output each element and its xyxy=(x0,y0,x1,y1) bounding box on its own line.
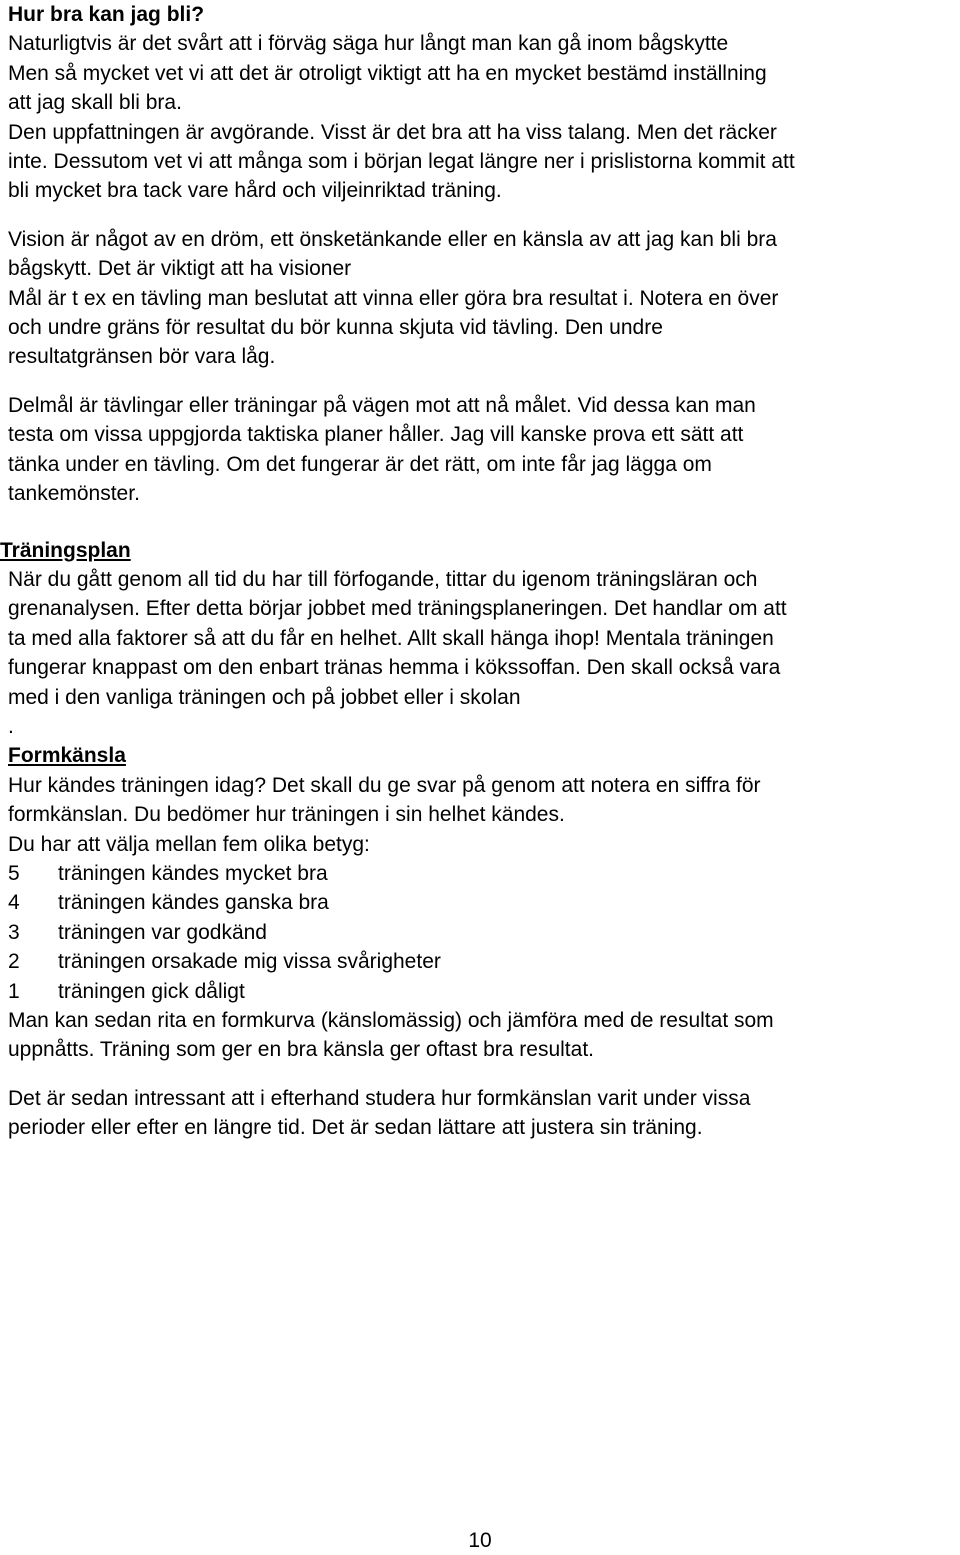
grade-text: träningen gick dåligt xyxy=(58,979,245,1003)
intro-line: inte. Dessutom vet vi att många som i början legat längre ner i prislistorna kommit att xyxy=(8,150,795,174)
formkansla-section xyxy=(8,741,960,1142)
traningsplan-line: . xyxy=(8,714,14,738)
formkansla-line: Hur kändes träningen idag? Det skall du ge svar på genom att notera en siffra för xyxy=(8,773,761,797)
heading-hur-bra-kan-jag-bli: Hur bra kan jag bli? xyxy=(8,3,205,26)
formkansla-after-line: Man kan sedan rita en formkurva (känslomässig) och jämföra med de resultat som xyxy=(8,1009,774,1032)
intro-line: Naturligtvis är det svårt att i förväg säga hur långt man kan gå inom bågskytte xyxy=(8,32,729,56)
grade-list xyxy=(8,859,960,1006)
intro-paragraph xyxy=(8,29,960,205)
traningsplan-line: med i den vanliga träningen och på jobbet eller i skolan xyxy=(8,685,521,709)
vision-line: Vision är något av en dröm, ett önsketänkande eller en känsla av att jag kan bli bra xyxy=(8,227,777,251)
grade-item xyxy=(8,918,960,947)
vision-line: Mål är t ex en tävling man beslutat att vinna eller göra bra resultat i. Notera en över xyxy=(8,286,779,310)
grade-item xyxy=(8,947,960,976)
delmal-line: tankemönster. xyxy=(8,482,140,506)
formkansla-closing-line: perioder eller efter en längre tid. Det är sedan lättare att justera sin träning. xyxy=(8,1116,703,1140)
grade-item xyxy=(8,859,960,888)
intro-line: Men så mycket vet vi att det är otroligt viktigt att ha en mycket bestämd inställning xyxy=(8,61,767,85)
grade-text: träningen orsakade mig vissa svårigheter xyxy=(58,950,441,974)
formkansla-line: formkänslan. Du bedömer hur träningen i sin helhet kändes. xyxy=(8,803,565,827)
grade-text: träningen kändes mycket bra xyxy=(58,861,328,885)
grade-number: 3 xyxy=(8,920,20,944)
traningsplan-line: grenanalysen. Efter detta börjar jobbet med träningsplaneringen. Det handlar om att xyxy=(8,597,787,621)
grade-item xyxy=(8,888,960,917)
formkansla-heading: Formkänsla xyxy=(8,744,126,768)
intro-line: bli mycket bra tack vare hård och viljeinriktad träning. xyxy=(8,179,502,203)
vision-line: och undre gräns för resultat du bör kunna skjuta vid tävling. Den undre xyxy=(8,316,663,340)
grade-text: träningen kändes ganska bra xyxy=(58,891,329,915)
delmal-line: testa om vissa uppgjorda taktiska planer håller. Jag vill kanske prova ett sätt att xyxy=(8,423,744,447)
vision-line: bågskytt. Det är viktigt att ha visioner xyxy=(8,257,352,281)
intro-line: Den uppfattningen är avgörande. Visst är det bra att ha viss talang. Men det räcker xyxy=(8,120,777,144)
grade-number: 2 xyxy=(8,950,20,974)
formkansla-line: Du har att välja mellan fem olika betyg: xyxy=(8,832,370,856)
grade-number: 5 xyxy=(8,861,20,885)
traningsplan-line: ta med alla faktorer så att du får en helhet. Allt skall hänga ihop! Mentala träningen xyxy=(8,626,774,650)
grade-number: 4 xyxy=(8,891,20,915)
grade-number: 1 xyxy=(8,979,20,1003)
traningsplan-heading: Träningsplan xyxy=(0,538,131,562)
formkansla-closing-line: Det är sedan intressant att i efterhand studera hur formkänslan varit under vissa xyxy=(8,1086,751,1110)
formkansla-after-line: uppnåtts. Träning som ger en bra känsla ger oftast bra resultat. xyxy=(8,1038,594,1062)
grade-text: träningen var godkänd xyxy=(58,920,267,944)
intro-line: att jag skall bli bra. xyxy=(8,91,182,115)
traningsplan-line: fungerar knappast om den enbart tränas hemma i kökssoffan. Den skall också vara xyxy=(8,656,781,680)
grade-item xyxy=(8,977,960,1006)
traningsplan-section xyxy=(0,536,960,742)
traningsplan-line: När du gått genom all tid du har till förfogande, tittar du igenom träningsläran och xyxy=(8,567,758,591)
vision-paragraph xyxy=(8,225,960,372)
vision-line: resultatgränsen bör vara låg. xyxy=(8,345,276,369)
delmal-line: Delmål är tävlingar eller träningar på vägen mot att nå målet. Vid dessa kan man xyxy=(8,393,756,417)
page-number: 10 xyxy=(468,1529,492,1552)
delmal-line: tänka under en tävling. Om det fungerar är det rätt, om inte får jag lägga om xyxy=(8,452,712,476)
delmal-paragraph xyxy=(8,391,960,509)
